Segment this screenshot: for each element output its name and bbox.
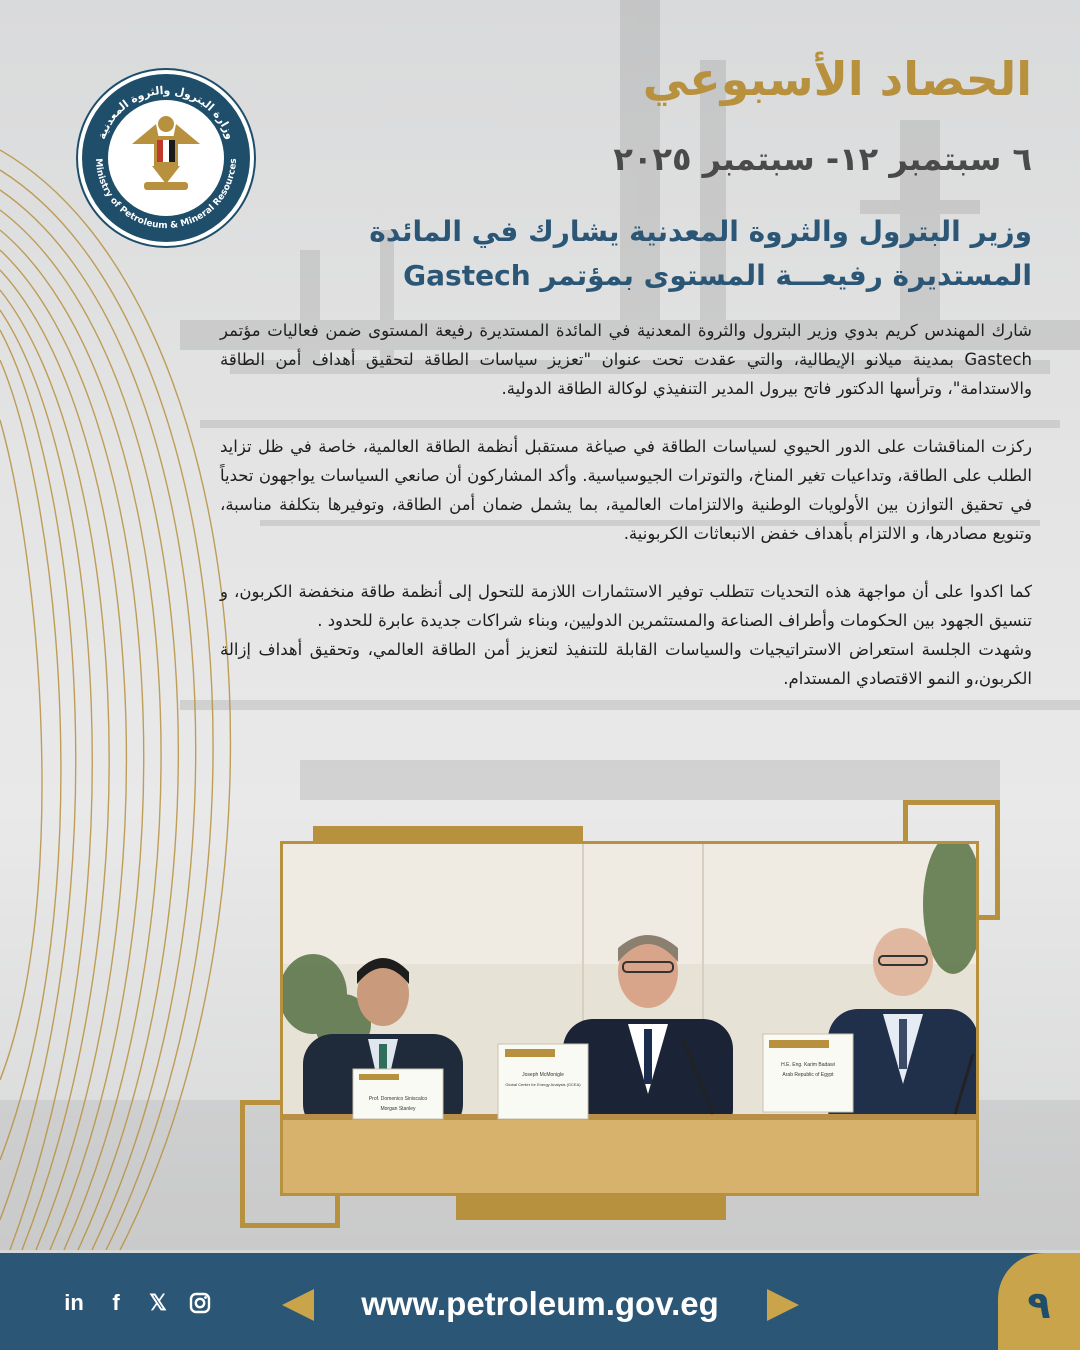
nameplate-middle-name: Joseph McMonigle xyxy=(522,1072,564,1078)
x-icon[interactable]: 𝕏 xyxy=(149,1290,167,1315)
ministry-logo xyxy=(78,70,254,246)
instagram-icon[interactable] xyxy=(182,1285,218,1321)
ministry-seal-icon xyxy=(82,74,250,242)
panel-photo-illustration xyxy=(283,844,979,1196)
svg-text:Ministry of Petroleum & Minera: Ministry of Petroleum & Mineral Resources xyxy=(92,157,240,232)
arrow-left-icon[interactable] xyxy=(280,1287,316,1323)
nameplate-right-name: H.E. Eng. Karim Badawi xyxy=(781,1062,835,1068)
svg-text:وزارة البترول والثروة المعدنية: وزارة البترول والثروة المعدنية xyxy=(95,83,237,141)
nameplate-right xyxy=(763,1034,853,1112)
nameplate-middle xyxy=(498,1044,588,1119)
linkedin-icon[interactable]: in xyxy=(64,1290,84,1315)
headline-line-1: وزير البترول والثروة المعدنية يشارك في المائدة xyxy=(369,215,1032,248)
paragraph-2: ركزت المناقشات على الدور الحيوي لسياسات الطاقة في صياغة مستقبل أنظمة الطاقة العالمية، خاصة في ظل تزايد الطلب على الطاقة، وتداعيات تغير المناخ، والتوترات الجيوسياسية. وأكد المشاركون أن صانعي السياسات يواجهون تحدياً في تحقيق التوازن بين الأولويات الوطنية والالتزامات العالمية، بما يشمل ضمان أمن الطاقة، وتوفيرها بتكلفة مناسبة، وتنويع مصادرها، و الالتزام بأهداف خفض الانبعاثات الكربونية. xyxy=(220,437,1032,543)
website-link[interactable]: www.petroleum.gov.eg xyxy=(361,1285,719,1322)
nameplate-left xyxy=(353,1069,443,1119)
article-body xyxy=(220,316,1032,693)
nameplate-middle-org: Global Center for Energy Analysis (GCEA) xyxy=(505,1082,581,1087)
paragraph-3: كما اكدوا على أن مواجهة هذه التحديات تتطلب توفير الاستثمارات اللازمة للتحول إلى أنظمة طاقة منخفضة الكربون، و تنسيق الجهود بين الحكومات وأطراف الصناعة والمستثمرين الدوليين، وبناء شراكات جديدة عابرة للحدود . xyxy=(220,582,1032,630)
paragraph-4: وشهدت الجلسة استعراض الاستراتيجيات والسياسات القابلة للتنفيذ لتعزيز أمن الطاقة العالمي، وتحقيق أهداف إزالة الكربون،و النمو الاقتصادي المستدام. xyxy=(220,640,1032,688)
nameplate-left-name: Prof. Domenico Siniscalco xyxy=(368,1096,428,1102)
paragraph-1: شارك المهندس كريم بدوي وزير البترول والثروة المعدنية في المائدة المستديرة رفيعة المستوى ضمن فعاليات مؤتمر Gastech بمدينة ميلانو الإيطالية، والتي عقدت تحت عنوان "تعزيز سياسات الطاقة لتحقيق أهداف أمن الطاقة والاستدامة"، وترأسها الدكتور فاتح بيرول المدير التنفيذي لوكالة الطاقة الدولية. xyxy=(220,321,1032,398)
nameplate-left-org: Morgan Stanley xyxy=(380,1106,416,1112)
nameplate-right-org: Arab Republic of Egypt xyxy=(782,1072,834,1078)
facebook-icon[interactable]: f xyxy=(112,1290,120,1315)
date-range: ٦ سبتمبر ١٢- سبتمبر ٢٠٢٥ xyxy=(613,140,1032,178)
headline-line-2: المستديرة رفيعـــة المستوى بمؤتمر Gastech xyxy=(403,259,1032,292)
article-headline xyxy=(332,210,1032,298)
weekly-title: الحصاد الأسبوعي xyxy=(642,52,1032,106)
event-photo xyxy=(280,841,979,1196)
page-number: ٩ xyxy=(1027,1283,1051,1327)
arrow-right-icon[interactable] xyxy=(765,1287,801,1323)
